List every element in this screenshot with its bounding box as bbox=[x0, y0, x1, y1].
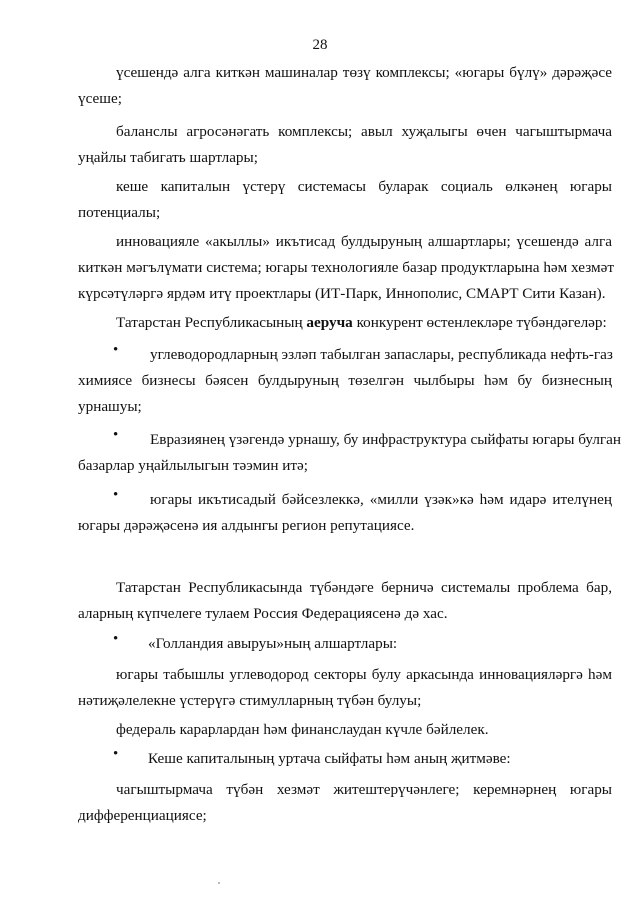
text-line: аларның күпчелеге тулаем Россия Федерациясенә дә хас. bbox=[78, 605, 448, 622]
text-line: югары икътисадый бәйсезлеккә, «милли үзәк»кә һәм идарә ителүнең bbox=[150, 491, 612, 508]
list-item bbox=[78, 513, 612, 539]
text-line: югары дәрәҗәсенә ия алдынгы регион репутациясе. bbox=[78, 517, 415, 534]
list-item bbox=[78, 342, 612, 368]
text-line: дифференциациясе; bbox=[78, 807, 207, 824]
bullet-icon: • bbox=[113, 631, 119, 647]
bullet-icon: • bbox=[113, 746, 119, 762]
paragraph bbox=[78, 601, 612, 627]
text-run: конкурент өстенлекләре түбәндәгеләр: bbox=[352, 314, 607, 331]
bold-word: аеруча bbox=[306, 314, 353, 331]
paragraph bbox=[78, 174, 612, 200]
text-line: химиясе бизнесы бәясен булдыруның төзелгән чылбыры һәм бу бизнесның bbox=[78, 372, 612, 389]
paragraph bbox=[78, 575, 612, 601]
text-line: кеше капиталын үстерү системасы буларак социаль өлкәнең югары bbox=[116, 178, 612, 195]
bullet-icon: • bbox=[113, 487, 119, 503]
text-line: углеводородларның эзләп табылган запаслары, республикада нефть-газ bbox=[150, 346, 613, 363]
paragraph bbox=[78, 200, 612, 226]
list-item bbox=[78, 394, 612, 420]
text-line: күрсәтүләргә ярдәм итү проектлары (ИТ-Парк, Иннополис, СМАРТ Сити Казан). bbox=[78, 285, 606, 302]
text-line: федераль карарлардан һәм финанслаудан күчле бәйлелек. bbox=[116, 721, 489, 738]
text-run: Татарстан Республикасының bbox=[116, 314, 307, 331]
paragraph bbox=[78, 777, 612, 803]
paragraph bbox=[78, 803, 612, 829]
paragraph bbox=[78, 145, 612, 171]
text-line: нәтиҗәлелекне үстерүгә стимулларның түбән булуы; bbox=[78, 692, 422, 709]
paragraph bbox=[78, 255, 612, 281]
text-line: «Голландия авыруы»ның алшартлары: bbox=[148, 635, 398, 652]
paragraph bbox=[78, 310, 612, 336]
text-line bbox=[78, 310, 612, 336]
bullet-icon: • bbox=[113, 342, 119, 358]
text-line: Татарстан Республикасында түбәндәге берничә системалы проблема бар, bbox=[116, 579, 612, 596]
text-line: югары табышлы углеводород секторы булу аркасында инновацияләргә һәм bbox=[116, 666, 612, 683]
text-line: үсеше; bbox=[78, 90, 122, 107]
text-line: уңайлы табигать шартлары; bbox=[78, 149, 258, 166]
paragraph bbox=[78, 119, 612, 145]
text-line: чагыштырмача түбән хезмәт житештерүчәнлеге; керемнәрнең югары bbox=[116, 781, 612, 798]
paragraph bbox=[78, 281, 612, 307]
list-item bbox=[78, 487, 612, 513]
scan-speck bbox=[218, 882, 220, 884]
list-item bbox=[78, 631, 612, 657]
list-item bbox=[78, 368, 612, 394]
paragraph bbox=[78, 688, 612, 714]
paragraph bbox=[78, 662, 612, 688]
text-line: үсешендә алга киткән машиналар төзү комплексы; «югары бүлү» дәрәҗәсе bbox=[116, 64, 612, 81]
text-line: потенциалы; bbox=[78, 204, 161, 221]
text-line: урнашуы; bbox=[78, 398, 142, 415]
bullet-icon: • bbox=[113, 427, 119, 443]
list-item bbox=[78, 427, 622, 453]
text-line: баланслы агросәнәгать комплексы; авыл хуҗалыгы өчен чагыштырмача bbox=[116, 123, 612, 140]
text-line: Кеше капиталының уртача сыйфаты һәм аның җитмәве: bbox=[148, 750, 511, 767]
text-line: Евразиянең үзәгендә урнашу, бу инфраструктура сыйфаты югары булган bbox=[150, 431, 622, 448]
section-heading bbox=[112, 545, 168, 563]
list-item bbox=[78, 746, 612, 772]
paragraph bbox=[78, 717, 612, 743]
text-line: инновацияле «акыллы» икътисад булдыруның алшартлары; үсешендә алга bbox=[116, 233, 612, 250]
page-number: 28 bbox=[312, 37, 328, 53]
text-line: базарлар уңайлылыгын тәэмин итә; bbox=[78, 457, 308, 474]
paragraph bbox=[78, 229, 612, 255]
text-line: киткән мәгълүмати система; югары технологияле базар продуктларына һәм хезмәт bbox=[78, 259, 614, 276]
list-item bbox=[78, 453, 612, 479]
paragraph bbox=[78, 60, 612, 86]
paragraph bbox=[78, 86, 612, 112]
